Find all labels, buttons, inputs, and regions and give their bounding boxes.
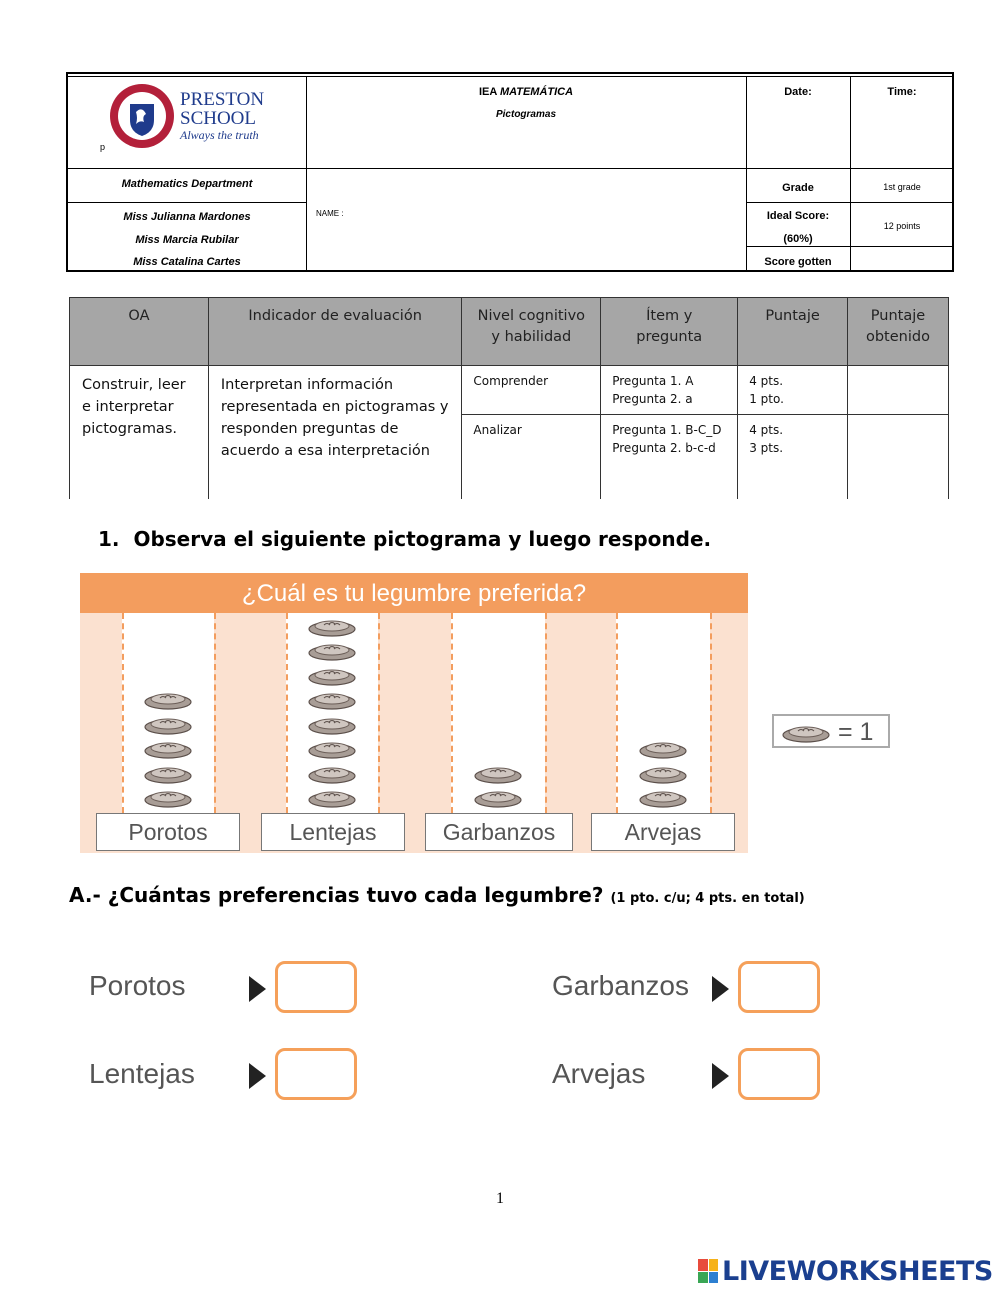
time-label: Time: [887, 86, 917, 98]
score-gotten-label: Score gotten [764, 256, 832, 268]
eval-header-level: Nivel cognitivo y habilidad [462, 298, 601, 366]
ideal-score-value: 12 points [883, 221, 921, 231]
bowl-mark-porotos [143, 785, 193, 809]
answer-label-porotos: Porotos [89, 970, 186, 1001]
eval-header-indicator: Indicador de evaluación [208, 298, 462, 366]
eval-item-cell [601, 366, 738, 415]
bowl-mark-porotos [143, 736, 193, 760]
answer-input-garbanzos[interactable] [738, 961, 820, 1013]
header-row-divider-3 [746, 246, 952, 247]
school-seal-icon [108, 82, 176, 150]
pictogram-chart [80, 573, 748, 853]
school-motto: Always the truth [180, 128, 259, 142]
column-divider [545, 613, 547, 813]
column-divider [616, 613, 618, 813]
questionA-note: (1 pto. c/u; 4 pts. en total) [610, 891, 805, 906]
questionA-title [69, 883, 805, 907]
question1-number: 1. [98, 527, 120, 551]
eval-header-points: Puntaje [738, 298, 848, 366]
ideal-score-label: Ideal Score: [766, 210, 830, 222]
bowl-mark-garbanzos [473, 761, 523, 785]
answer-input-lentejas[interactable] [275, 1048, 357, 1100]
department: Mathematics Department [121, 178, 253, 190]
teacher-1: Miss Julianna Mardones [123, 211, 251, 223]
school-name-line2: SCHOOL [180, 108, 257, 129]
column-divider [451, 613, 453, 813]
eval-item-line: Pregunta 1. B-C_D [612, 423, 722, 437]
questionA-label: A.- ¿Cuántas preferencias tuvo cada legumbre? [69, 883, 604, 907]
bowl-mark-lentejas [307, 712, 357, 736]
header-row-divider-2 [68, 202, 306, 203]
eval-header-row [70, 298, 949, 366]
evaluation-table [69, 297, 949, 499]
liveworksheets-brand[interactable] [698, 1254, 993, 1288]
column-divider [286, 613, 288, 813]
answer-label-lentejas: Lentejas [89, 1058, 195, 1089]
eval-header-item: Ítem y pregunta [601, 298, 738, 366]
eval-header-oa: OA [70, 298, 209, 366]
pictogram-legend [772, 714, 890, 748]
column-divider [378, 613, 380, 813]
eval-oa-cell: Construir, leer e interpretar pictogramas. [70, 366, 209, 500]
topic: Pictogramas [495, 109, 557, 120]
answer-input-porotos[interactable] [275, 961, 357, 1013]
grade-value: 1st grade [883, 182, 921, 192]
header-inner-top [68, 76, 952, 77]
header-col-divider-3 [850, 76, 851, 270]
answer-label-arvejas: Arvejas [552, 1058, 646, 1089]
column-divider [710, 613, 712, 813]
bowl-mark-porotos [143, 712, 193, 736]
brand-logo-square [698, 1259, 708, 1271]
school-name [180, 90, 264, 142]
header-table [66, 72, 954, 272]
date-label: Date: [784, 86, 812, 98]
subject-line [306, 86, 746, 98]
eval-obtained-cell[interactable] [847, 366, 948, 415]
bowl-mark-arvejas [638, 761, 688, 785]
category-label-garbanzos: Garbanzos [425, 813, 573, 851]
page-number: 1 [496, 1190, 504, 1207]
category-label-arvejas: Arvejas [591, 813, 735, 851]
bowl-of-legumes-icon [780, 720, 832, 744]
bowl-mark-garbanzos [473, 785, 523, 809]
column-divider [214, 613, 216, 813]
bowl-mark-lentejas [307, 736, 357, 760]
brand-logo-square [709, 1272, 719, 1284]
name-field[interactable] [368, 200, 738, 260]
eval-item-line: Pregunta 2. b-c-d [612, 441, 716, 455]
bowl-mark-porotos [143, 761, 193, 785]
subject-prefix: IEA [478, 86, 500, 98]
grade-label: Grade [782, 182, 814, 194]
teacher-3: Miss Catalina Cartes [133, 256, 241, 268]
category-label-porotos: Porotos [96, 813, 240, 851]
brand-logo-square [709, 1259, 719, 1271]
school-name-line1: PRESTON [180, 89, 265, 110]
question1-text: Observa el siguiente pictograma y luego responde. [133, 527, 712, 551]
play-arrow-icon [249, 976, 266, 1002]
teacher-2: Miss Marcia Rubilar [135, 234, 239, 246]
eval-points-cell [738, 415, 848, 500]
bowl-mark-lentejas [307, 785, 357, 809]
play-arrow-icon [249, 1063, 266, 1089]
eval-item-cell [601, 415, 738, 500]
bowl-mark-arvejas [638, 785, 688, 809]
eval-points-line: 1 pto. [749, 392, 784, 406]
stray-letter: p [100, 142, 106, 152]
eval-item-line: Pregunta 2. a [612, 392, 693, 406]
column-divider [122, 613, 124, 813]
brand-logo-icon [698, 1259, 718, 1283]
eval-points-cell [738, 366, 848, 415]
bowl-mark-arvejas [638, 736, 688, 760]
eval-points-line: 4 pts. [749, 374, 784, 388]
header-row-divider-2b [746, 202, 952, 203]
eval-level-cell: Comprender [462, 366, 601, 415]
bowl-mark-lentejas [307, 638, 357, 662]
bowl-mark-lentejas [307, 663, 357, 687]
answer-input-arvejas[interactable] [738, 1048, 820, 1100]
subject-name: MATEMÁTICA [499, 86, 574, 98]
eval-item-line: Pregunta 1. A [612, 374, 694, 388]
table-row [70, 366, 949, 415]
bowl-mark-lentejas [307, 614, 357, 638]
name-label: NAME : [316, 209, 344, 218]
eval-header-obtained: Puntaje obtenido [847, 298, 948, 366]
ideal-score-pct: (60%) [783, 233, 813, 245]
eval-obtained-cell[interactable] [847, 415, 948, 500]
header-col-divider-1 [306, 76, 307, 270]
legend-value: = 1 [838, 718, 874, 746]
eval-points-line: 4 pts. [749, 423, 784, 437]
category-label-lentejas: Lentejas [261, 813, 405, 851]
eval-level-cell: Analizar [462, 415, 601, 500]
header-row-divider-1 [68, 168, 952, 169]
play-arrow-icon [712, 976, 729, 1002]
chart-title: ¿Cuál es tu legumbre preferida? [80, 573, 748, 613]
answer-label-garbanzos: Garbanzos [552, 970, 689, 1001]
brand-logo-square [698, 1272, 708, 1284]
question1-title [98, 527, 711, 551]
eval-points-line: 3 pts. [749, 441, 784, 455]
eval-indicator-cell: Interpretan información representada en pictogramas y responden preguntas de acuerdo a esa interpretación [208, 366, 462, 500]
bowl-mark-lentejas [307, 687, 357, 711]
bowl-mark-porotos [143, 687, 193, 711]
play-arrow-icon [712, 1063, 729, 1089]
brand-text: LIVEWORKSHEETS [722, 1255, 993, 1287]
bowl-mark-lentejas [307, 761, 357, 785]
